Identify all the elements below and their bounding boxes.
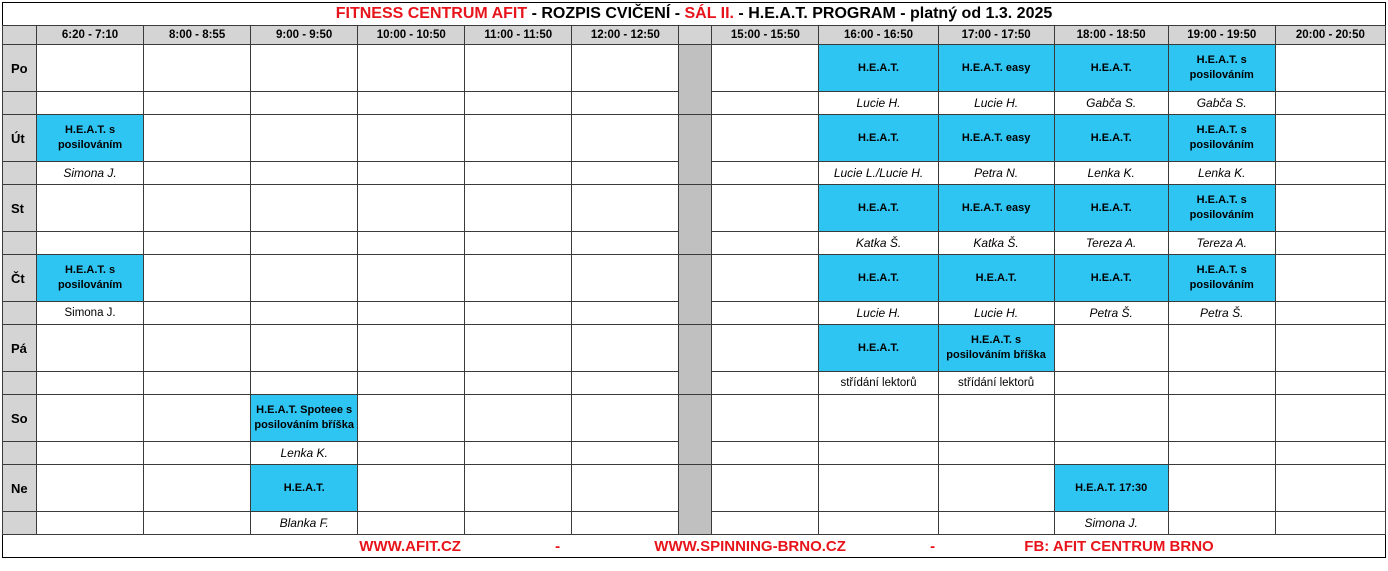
empty-cell bbox=[572, 92, 679, 115]
class-cell: H.E.A.T. s posilováním bříška bbox=[938, 325, 1054, 372]
empty-cell bbox=[712, 115, 819, 162]
empty-cell bbox=[572, 255, 679, 302]
footer-facebook[interactable]: FB: AFIT CENTRUM BRNO bbox=[1024, 537, 1214, 555]
empty-cell bbox=[1275, 115, 1385, 162]
empty-cell bbox=[712, 302, 819, 325]
empty-cell bbox=[1275, 372, 1385, 395]
footer-website-afit[interactable]: WWW.AFIT.CZ bbox=[359, 537, 461, 555]
day-label-spacer bbox=[3, 302, 37, 325]
empty-cell bbox=[712, 162, 819, 185]
empty-cell bbox=[1168, 442, 1275, 465]
day-label: St bbox=[3, 185, 37, 232]
time-slot-header: 6:20 - 7:10 bbox=[37, 26, 144, 45]
empty-cell bbox=[251, 92, 358, 115]
empty-cell bbox=[37, 45, 144, 92]
empty-cell bbox=[1054, 325, 1168, 372]
empty-cell bbox=[712, 232, 819, 255]
empty-cell bbox=[358, 115, 465, 162]
empty-cell bbox=[572, 442, 679, 465]
empty-cell bbox=[144, 255, 251, 302]
lecturer-cell: Lenka K. bbox=[1168, 162, 1275, 185]
lecturer-cell: Simona J. bbox=[37, 162, 144, 185]
empty-cell bbox=[465, 255, 572, 302]
empty-cell bbox=[251, 372, 358, 395]
time-slot-header: 19:00 - 19:50 bbox=[1168, 26, 1275, 45]
day-label-spacer bbox=[3, 232, 37, 255]
empty-cell bbox=[144, 45, 251, 92]
empty-cell bbox=[37, 442, 144, 465]
empty-cell bbox=[1275, 442, 1385, 465]
empty-cell bbox=[938, 465, 1054, 512]
day-class-row bbox=[3, 255, 1386, 302]
page-title bbox=[3, 3, 1386, 26]
empty-cell bbox=[1054, 372, 1168, 395]
title-gym-name: FITNESS CENTRUM AFIT bbox=[335, 5, 528, 22]
empty-cell bbox=[37, 395, 144, 442]
empty-cell bbox=[144, 185, 251, 232]
empty-cell bbox=[358, 512, 465, 535]
empty-cell bbox=[37, 185, 144, 232]
empty-cell bbox=[358, 92, 465, 115]
empty-cell bbox=[572, 115, 679, 162]
lecturer-cell: Lucie H. bbox=[938, 92, 1054, 115]
class-cell: H.E.A.T. bbox=[938, 255, 1054, 302]
time-slot-header: 10:00 - 10:50 bbox=[358, 26, 465, 45]
lecturer-cell: Lenka K. bbox=[251, 442, 358, 465]
time-slot-header: 17:00 - 17:50 bbox=[938, 26, 1054, 45]
lecturer-cell: Gabča S. bbox=[1168, 92, 1275, 115]
title-program: H.E.A.T. PROGRAM - platný od 1.3. 2025 bbox=[748, 5, 1053, 22]
empty-cell bbox=[1275, 512, 1385, 535]
lecturer-cell: Petra Š. bbox=[1054, 302, 1168, 325]
empty-cell bbox=[572, 185, 679, 232]
empty-cell bbox=[251, 115, 358, 162]
empty-cell bbox=[938, 512, 1054, 535]
empty-cell bbox=[572, 465, 679, 512]
gap-cell bbox=[679, 45, 712, 115]
empty-cell bbox=[144, 232, 251, 255]
empty-cell bbox=[1275, 302, 1385, 325]
empty-cell bbox=[358, 442, 465, 465]
empty-cell bbox=[819, 512, 938, 535]
empty-cell bbox=[144, 395, 251, 442]
day-class-row bbox=[3, 115, 1386, 162]
lecturer-cell: Katka Š. bbox=[819, 232, 938, 255]
empty-cell bbox=[938, 442, 1054, 465]
empty-cell bbox=[251, 162, 358, 185]
lecturer-cell: Simona J. bbox=[1054, 512, 1168, 535]
empty-cell bbox=[712, 185, 819, 232]
empty-cell bbox=[358, 162, 465, 185]
empty-cell bbox=[1275, 45, 1385, 92]
empty-cell bbox=[572, 325, 679, 372]
gap-cell bbox=[679, 465, 712, 535]
empty-cell bbox=[251, 185, 358, 232]
empty-cell bbox=[358, 302, 465, 325]
class-cell: H.E.A.T. bbox=[1054, 45, 1168, 92]
day-class-row bbox=[3, 325, 1386, 372]
lecturer-cell: Tereza A. bbox=[1054, 232, 1168, 255]
day-label-spacer bbox=[3, 512, 37, 535]
empty-cell bbox=[465, 162, 572, 185]
time-slot-header: 18:00 - 18:50 bbox=[1054, 26, 1168, 45]
time-slot-header: 11:00 - 11:50 bbox=[465, 26, 572, 45]
title-separator: - bbox=[733, 5, 749, 22]
empty-cell bbox=[1168, 512, 1275, 535]
empty-cell bbox=[1054, 442, 1168, 465]
title-separator: - bbox=[527, 5, 542, 22]
empty-cell bbox=[572, 372, 679, 395]
empty-cell bbox=[465, 325, 572, 372]
empty-cell bbox=[1275, 395, 1385, 442]
footer-website-spinning[interactable]: WWW.SPINNING-BRNO.CZ bbox=[654, 537, 846, 555]
empty-cell bbox=[1168, 325, 1275, 372]
empty-cell bbox=[251, 45, 358, 92]
empty-cell bbox=[1168, 372, 1275, 395]
lecturer-cell: Gabča S. bbox=[1054, 92, 1168, 115]
footer-dash: - bbox=[930, 537, 936, 555]
lecturer-cell: Lucie H. bbox=[819, 92, 938, 115]
empty-cell bbox=[358, 185, 465, 232]
time-slot-header: 8:00 - 8:55 bbox=[144, 26, 251, 45]
day-label-spacer bbox=[3, 162, 37, 185]
empty-cell bbox=[465, 232, 572, 255]
class-cell: H.E.A.T. s posilováním bbox=[37, 115, 144, 162]
class-cell: H.E.A.T. bbox=[1054, 115, 1168, 162]
class-cell: H.E.A.T. bbox=[819, 325, 938, 372]
empty-cell bbox=[37, 232, 144, 255]
empty-cell bbox=[144, 512, 251, 535]
footer-dash: - bbox=[555, 537, 561, 555]
class-cell: H.E.A.T. easy bbox=[938, 45, 1054, 92]
class-cell: H.E.A.T. bbox=[819, 45, 938, 92]
empty-cell bbox=[712, 395, 819, 442]
empty-cell bbox=[465, 395, 572, 442]
empty-cell bbox=[465, 302, 572, 325]
class-cell: H.E.A.T. bbox=[1054, 255, 1168, 302]
class-cell: H.E.A.T. Spoteee s posilováním bříška bbox=[251, 395, 358, 442]
class-cell: H.E.A.T. bbox=[251, 465, 358, 512]
class-cell: H.E.A.T. bbox=[819, 115, 938, 162]
class-cell: H.E.A.T. easy bbox=[938, 185, 1054, 232]
day-class-row bbox=[3, 465, 1386, 512]
class-cell: H.E.A.T. bbox=[819, 185, 938, 232]
time-slot-header: 20:00 - 20:50 bbox=[1275, 26, 1385, 45]
empty-cell bbox=[358, 255, 465, 302]
class-cell: H.E.A.T. bbox=[819, 255, 938, 302]
lecturer-cell: Lucie H. bbox=[819, 302, 938, 325]
lecturer-cell: Petra N. bbox=[938, 162, 1054, 185]
empty-cell bbox=[572, 302, 679, 325]
day-label: Út bbox=[3, 115, 37, 162]
empty-cell bbox=[938, 395, 1054, 442]
title-row bbox=[3, 3, 1386, 26]
empty-cell bbox=[358, 325, 465, 372]
lecturer-cell: Simona J. bbox=[37, 302, 144, 325]
empty-cell bbox=[251, 255, 358, 302]
gap-cell bbox=[679, 325, 712, 395]
empty-cell bbox=[712, 325, 819, 372]
empty-cell bbox=[465, 465, 572, 512]
empty-cell bbox=[1275, 162, 1385, 185]
empty-cell bbox=[712, 465, 819, 512]
class-cell: H.E.A.T. s posilováním bbox=[1168, 45, 1275, 92]
lecturer-cell: Blanka F. bbox=[251, 512, 358, 535]
day-label-spacer bbox=[3, 372, 37, 395]
class-cell: H.E.A.T. s posilováním bbox=[1168, 255, 1275, 302]
empty-cell bbox=[1275, 465, 1385, 512]
class-cell: H.E.A.T. 17:30 bbox=[1054, 465, 1168, 512]
gap-cell bbox=[679, 255, 712, 325]
empty-cell bbox=[465, 45, 572, 92]
title-separator: - bbox=[670, 5, 685, 22]
empty-cell bbox=[37, 465, 144, 512]
lecturer-cell: střídání lektorů bbox=[819, 372, 938, 395]
empty-cell bbox=[358, 465, 465, 512]
class-cell: H.E.A.T. s posilováním bbox=[1168, 115, 1275, 162]
empty-cell bbox=[358, 232, 465, 255]
empty-cell bbox=[819, 442, 938, 465]
empty-cell bbox=[1275, 92, 1385, 115]
day-class-row bbox=[3, 185, 1386, 232]
lecturer-cell: střídání lektorů bbox=[938, 372, 1054, 395]
empty-cell bbox=[1275, 232, 1385, 255]
empty-cell bbox=[572, 395, 679, 442]
empty-cell bbox=[1054, 395, 1168, 442]
empty-cell bbox=[1275, 255, 1385, 302]
lecturer-cell: Lucie L./Lucie H. bbox=[819, 162, 938, 185]
day-label-spacer bbox=[3, 92, 37, 115]
class-cell: H.E.A.T. bbox=[1054, 185, 1168, 232]
empty-cell bbox=[819, 465, 938, 512]
empty-cell bbox=[712, 512, 819, 535]
time-slot-header: 15:00 - 15:50 bbox=[712, 26, 819, 45]
empty-cell bbox=[358, 45, 465, 92]
empty-cell bbox=[1275, 325, 1385, 372]
empty-cell bbox=[37, 372, 144, 395]
schedule-sheet bbox=[2, 2, 1386, 568]
gap-cell bbox=[679, 185, 712, 255]
empty-cell bbox=[144, 302, 251, 325]
empty-cell bbox=[358, 395, 465, 442]
corner-cell bbox=[3, 26, 37, 45]
day-label: Čt bbox=[3, 255, 37, 302]
empty-cell bbox=[144, 325, 251, 372]
title-schedule-label: ROZPIS CVIČENÍ bbox=[541, 5, 671, 22]
gap-header bbox=[679, 26, 712, 45]
empty-cell bbox=[465, 512, 572, 535]
empty-cell bbox=[712, 92, 819, 115]
lecturer-cell: Petra Š. bbox=[1168, 302, 1275, 325]
time-slot-header: 16:00 - 16:50 bbox=[819, 26, 938, 45]
empty-cell bbox=[572, 232, 679, 255]
gap-cell bbox=[679, 115, 712, 185]
empty-cell bbox=[144, 92, 251, 115]
empty-cell bbox=[251, 325, 358, 372]
empty-cell bbox=[144, 372, 251, 395]
empty-cell bbox=[819, 395, 938, 442]
footer-links bbox=[3, 535, 1386, 558]
empty-cell bbox=[465, 372, 572, 395]
gap-cell bbox=[679, 395, 712, 465]
lecturer-cell: Lenka K. bbox=[1054, 162, 1168, 185]
empty-cell bbox=[572, 45, 679, 92]
empty-cell bbox=[1168, 465, 1275, 512]
empty-cell bbox=[712, 255, 819, 302]
class-cell: H.E.A.T. easy bbox=[938, 115, 1054, 162]
day-class-row bbox=[3, 45, 1386, 92]
day-label: Pá bbox=[3, 325, 37, 372]
empty-cell bbox=[712, 442, 819, 465]
day-label-spacer bbox=[3, 442, 37, 465]
schedule-table bbox=[2, 2, 1386, 558]
time-slot-header: 9:00 - 9:50 bbox=[251, 26, 358, 45]
empty-cell bbox=[572, 162, 679, 185]
day-class-row bbox=[3, 395, 1386, 442]
footer-row bbox=[3, 535, 1386, 558]
empty-cell bbox=[572, 512, 679, 535]
day-label: Ne bbox=[3, 465, 37, 512]
empty-cell bbox=[37, 512, 144, 535]
class-cell: H.E.A.T. s posilováním bbox=[1168, 185, 1275, 232]
empty-cell bbox=[37, 92, 144, 115]
class-cell: H.E.A.T. s posilováním bbox=[37, 255, 144, 302]
empty-cell bbox=[144, 115, 251, 162]
day-label: Po bbox=[3, 45, 37, 92]
day-label: So bbox=[3, 395, 37, 442]
title-hall: SÁL II. bbox=[684, 5, 734, 22]
empty-cell bbox=[144, 465, 251, 512]
empty-cell bbox=[251, 302, 358, 325]
empty-cell bbox=[358, 372, 465, 395]
empty-cell bbox=[465, 185, 572, 232]
empty-cell bbox=[37, 325, 144, 372]
lecturer-cell: Tereza A. bbox=[1168, 232, 1275, 255]
empty-cell bbox=[712, 45, 819, 92]
empty-cell bbox=[251, 232, 358, 255]
empty-cell bbox=[1275, 185, 1385, 232]
empty-cell bbox=[465, 115, 572, 162]
lecturer-cell: Katka Š. bbox=[938, 232, 1054, 255]
time-header-row bbox=[3, 26, 1386, 45]
empty-cell bbox=[712, 372, 819, 395]
time-slot-header: 12:00 - 12:50 bbox=[572, 26, 679, 45]
empty-cell bbox=[1168, 395, 1275, 442]
empty-cell bbox=[465, 92, 572, 115]
empty-cell bbox=[465, 442, 572, 465]
lecturer-cell: Lucie H. bbox=[938, 302, 1054, 325]
empty-cell bbox=[144, 442, 251, 465]
empty-cell bbox=[144, 162, 251, 185]
